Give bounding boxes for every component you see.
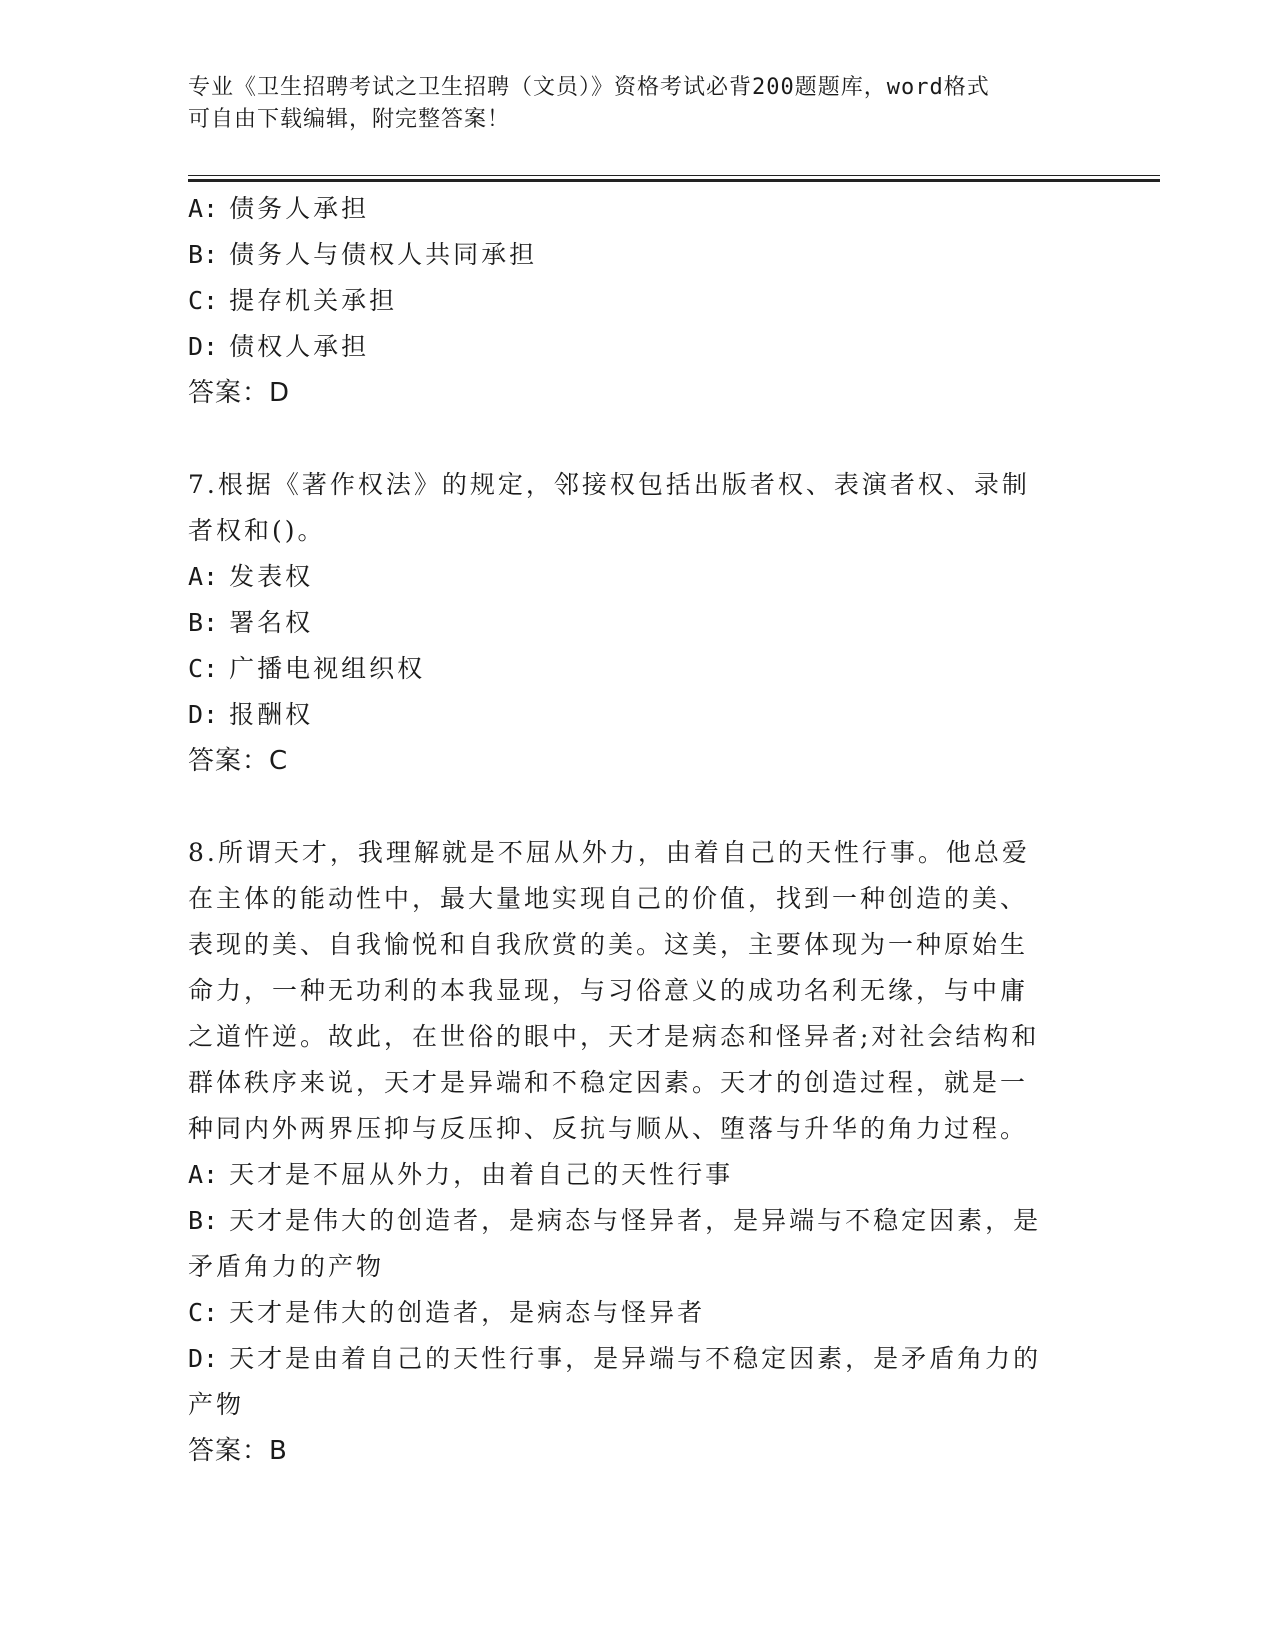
- option-c: [188, 1290, 1088, 1336]
- option-label: D:: [188, 700, 219, 729]
- option-label: C:: [188, 286, 219, 315]
- option-label: A:: [188, 194, 219, 223]
- option-c: [188, 646, 1088, 692]
- question-stem-line: 群体秩序来说，天才是异端和不稳定因素。天才的创造过程，就是一: [188, 1068, 1029, 1097]
- question-8: [188, 830, 1088, 1474]
- option-b: [188, 232, 1088, 278]
- option-text: 署名权: [229, 608, 314, 637]
- option-c: [188, 278, 1088, 324]
- option-d: [188, 1336, 1088, 1382]
- option-a: [188, 186, 1088, 232]
- option-text: 发表权: [229, 562, 314, 591]
- question-7: [188, 462, 1088, 784]
- option-label: C:: [188, 654, 219, 683]
- option-b-continuation: 矛盾角力的产物: [188, 1252, 385, 1281]
- question-6-options: [188, 186, 1088, 416]
- question-stem-line: 种同内外两界压抑与反压抑、反抗与顺从、堕落与升华的角力过程。: [188, 1114, 1029, 1143]
- answer-line: 答案：D: [188, 378, 291, 408]
- header-title-line-2: 可自由下载编辑，附完整答案！: [188, 107, 511, 132]
- option-text: 报酬权: [229, 700, 314, 729]
- spacer: [188, 416, 1088, 462]
- question-stem-line: 表现的美、自我愉悦和自我欣赏的美。这美，主要体现为一种原始生: [188, 930, 1029, 959]
- option-label: D:: [188, 1344, 219, 1373]
- answer-line: 答案：C: [188, 746, 289, 776]
- option-text: 天才是伟大的创造者，是病态与怪异者，是异端与不稳定因素，是: [229, 1206, 1042, 1235]
- header-title-line-1: 专业《卫生招聘考试之卫生招聘（文员）》资格考试必背200题题库，word格式: [188, 75, 990, 100]
- header-divider-thick: [188, 179, 1160, 182]
- option-b: [188, 1198, 1088, 1244]
- question-stem-line: 者权和()。: [188, 516, 326, 545]
- option-b: [188, 600, 1088, 646]
- question-stem-line: 8.所谓天才，我理解就是不屈从外力，由着自己的天性行事。他总爱: [188, 838, 1030, 867]
- option-text: 天才是伟大的创造者，是病态与怪异者: [229, 1298, 706, 1327]
- spacer: [188, 784, 1088, 830]
- answer-line: 答案：B: [188, 1436, 288, 1466]
- option-label: B:: [188, 240, 219, 269]
- document-body: [188, 186, 1088, 1474]
- option-a: [188, 554, 1088, 600]
- option-a: [188, 1152, 1088, 1198]
- option-label: C:: [188, 1298, 219, 1327]
- header-divider-thin: [188, 175, 1160, 176]
- option-text: 提存机关承担: [229, 286, 398, 315]
- option-text: 广播电视组织权: [229, 654, 426, 683]
- option-d-continuation: 产物: [188, 1390, 245, 1419]
- question-stem-line: 在主体的能动性中，最大量地实现自己的价值，找到一种创造的美、: [188, 884, 1029, 913]
- option-d: [188, 692, 1088, 738]
- document-header: [188, 72, 1068, 136]
- option-label: B:: [188, 608, 219, 637]
- option-label: B:: [188, 1206, 219, 1235]
- option-d: [188, 324, 1088, 370]
- option-text: 债务人与债权人共同承担: [229, 240, 538, 269]
- option-text: 债权人承担: [229, 332, 370, 361]
- option-label: A:: [188, 562, 219, 591]
- option-text: 天才是不屈从外力，由着自己的天性行事: [229, 1160, 734, 1189]
- option-label: A:: [188, 1160, 219, 1189]
- option-text: 债务人承担: [229, 194, 370, 223]
- question-stem-line: 7.根据《著作权法》的规定，邻接权包括出版者权、表演者权、录制: [188, 470, 1030, 499]
- question-stem-line: 命力，一种无功利的本我显现，与习俗意义的成功名利无缘，与中庸: [188, 976, 1029, 1005]
- question-stem-line: 之道忤逆。故此，在世俗的眼中，天才是病态和怪异者;对社会结构和: [188, 1022, 1040, 1051]
- option-label: D:: [188, 332, 219, 361]
- option-text: 天才是由着自己的天性行事，是异端与不稳定因素，是矛盾角力的: [229, 1344, 1042, 1373]
